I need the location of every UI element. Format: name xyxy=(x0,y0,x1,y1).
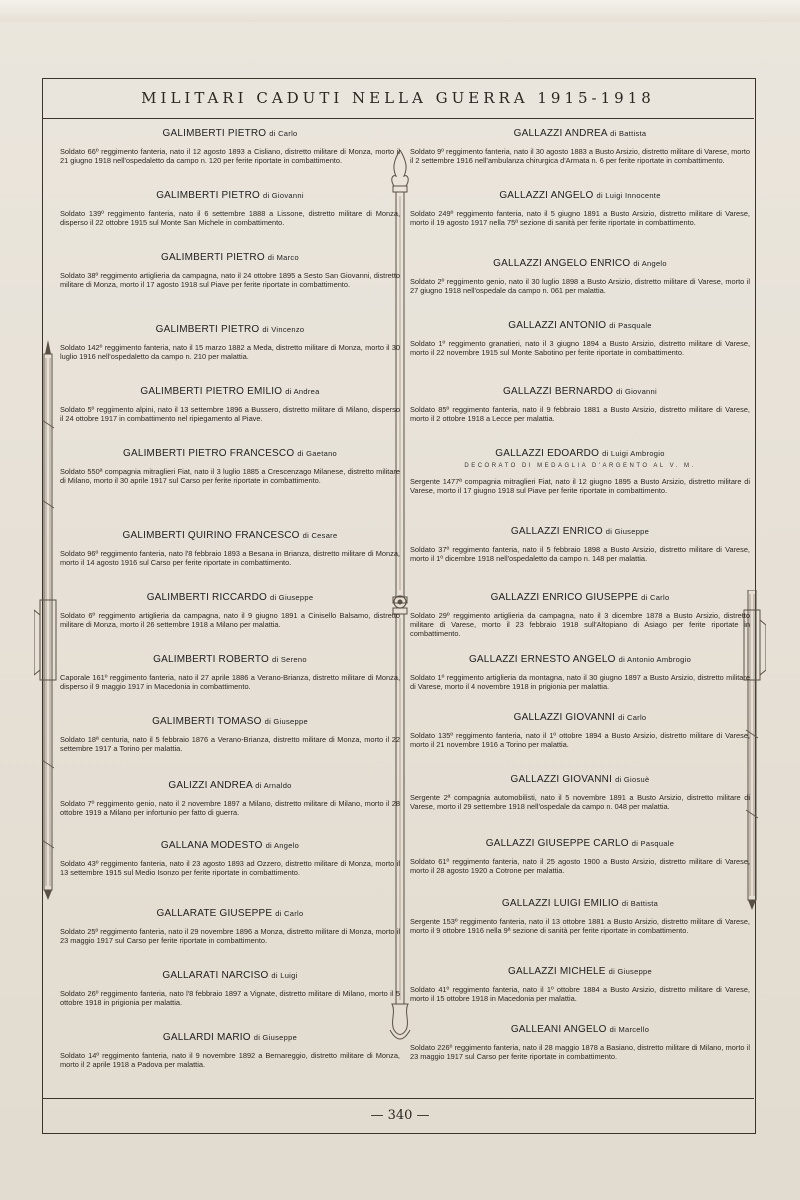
entry-parent: di Giuseppe xyxy=(608,967,652,976)
entry-name xyxy=(410,1024,750,1035)
entry xyxy=(60,190,400,227)
entry-text: Soldato 135º reggimento fanteria, nato il 1º ottobre 1894 a Busto Arsizio, distretto militare di Varese, morto il 21 novembre 1916 a Torino per malattia. xyxy=(410,731,750,750)
entry-text: Soldato 7º reggimento genio, nato il 2 novembre 1897 a Milano, distretto militare di Milano, morto il 28 ottobre 1919 a Milano per infortunio per fatto di guerra. xyxy=(60,799,400,818)
page-title: MILITARI CADUTI NELLA GUERRA 1915-1918 xyxy=(141,89,655,107)
entry-text: Soldato 14º reggimento fanteria, nato il 9 novembre 1892 a Bernareggio, distretto militare di Monza, morto il 2 aprile 1918 a Padova per malattia. xyxy=(60,1051,400,1070)
entry-text: Soldato 550ª compagnia mitraglieri Fiat, nato il 3 luglio 1885 a Crescenzago Milanese, distretto militare di Milano, morto il 30 aprile 1917 sul Carso per ferite riportate in combattimento. xyxy=(60,467,400,486)
entry-surname: GALLAZZI LUIGI EMILIO xyxy=(501,898,619,909)
entry-parent: di Sereno xyxy=(272,655,307,664)
entry-name xyxy=(60,530,400,541)
entry xyxy=(60,654,400,691)
entry-text: Soldato 5º reggimento alpini, nato il 13 settembre 1896 a Bussero, distretto militare di Milano, disperso il 24 ottobre 1917 in combattimento nel ripiegamento al Piave. xyxy=(60,405,400,424)
entry-name xyxy=(60,252,400,263)
entry-surname: GALIMBERTI QUIRINO FRANCESCO xyxy=(122,530,300,541)
entry xyxy=(410,774,750,811)
entry-parent: di Giuseppe xyxy=(269,593,314,602)
entry-parent: di Giuseppe xyxy=(605,527,650,536)
entry-parent: di Giosuè xyxy=(615,775,650,784)
entry-surname: GALLAZZI ERNESTO ANGELO xyxy=(468,654,616,665)
entry-surname: GALLARATE GIUSEPPE xyxy=(156,908,273,919)
entry-text: Soldato 6º reggimento artiglieria da campagna, nato il 9 giugno 1891 a Cinisello Balsamo, distretto militare di Monza, morto il 26 settembre 1918 a Milano per malattia. xyxy=(60,611,400,630)
entry-name xyxy=(410,774,750,785)
entry-text: Sergente 2ª compagnia automobilisti, nato il 5 novembre 1891 a Busto Arsizio, distretto militare di Varese, morto il 29 settembre 1918 nell'ospedale da campo n. 048 per malattia. xyxy=(410,793,750,812)
entry-surname: GALLEANI ANGELO xyxy=(510,1024,607,1035)
entry-name xyxy=(60,840,400,851)
page-number: — 340 — xyxy=(370,1108,430,1123)
entry xyxy=(60,780,400,817)
entry xyxy=(410,128,750,165)
entry-surname: GALLARATI NARCISO xyxy=(162,970,269,981)
entry-surname: GALLAZZI ENRICO xyxy=(510,526,603,537)
entry-parent: di Andrea xyxy=(285,387,320,396)
entry-text: Soldato 249º reggimento fanteria, nato il 5 giugno 1891 a Busto Arsizio, distretto militare di Varese, morto il 19 agosto 1917 nella 75ª sezione di sanità per ferite riportate in combattimento. xyxy=(410,209,750,228)
entry-text: Soldato 41º reggimento fanteria, nato il 1º ottobre 1884 a Busto Arsizio, distretto militare di Varese, morto il 15 ottobre 1918 in Macedonia per malattia. xyxy=(410,985,750,1004)
left-fasces-ornament xyxy=(34,340,62,900)
entry-name xyxy=(60,448,400,459)
entry-text: Soldato 142º reggimento fanteria, nato il 15 marzo 1882 a Meda, distretto militare di Monza, morto il 30 luglio 1916 nell'ospedaletto da campo n. 210 per malattia. xyxy=(60,343,400,362)
entry-surname: GALLAZZI ANTONIO xyxy=(508,320,607,331)
entry-parent: di Giovanni xyxy=(616,387,657,396)
entry-name xyxy=(410,258,750,269)
entry-parent: di Cesare xyxy=(302,531,338,540)
entry-name xyxy=(410,386,750,397)
entry-surname: GALLAZZI ANDREA xyxy=(513,128,608,139)
entry-text: Soldato 85º reggimento fanteria, nato il 9 febbraio 1881 a Busto Arsizio, distretto militare di Varese, morto il 2 ottobre 1918 a Lecce per malattia. xyxy=(410,405,750,424)
entry-surname: GALIMBERTI TOMASO xyxy=(152,716,262,727)
entry xyxy=(410,838,750,875)
entry-surname: GALIZZI ANDREA xyxy=(168,780,253,791)
entry-name xyxy=(410,526,750,537)
entry-surname: GALLARDI MARIO xyxy=(162,1032,251,1043)
entry-name xyxy=(410,190,750,201)
entry-name xyxy=(60,716,400,727)
entry-name xyxy=(60,1032,400,1043)
entry-text: Soldato 139º reggimento fanteria, nato il 6 settembre 1888 a Lissone, distretto militare di Monza, disperso il 22 ottobre 1915 sul Monte San Michele in combattimento. xyxy=(60,209,400,228)
entry-parent: di Arnaldo xyxy=(255,781,292,790)
entry-surname: GALIMBERTI PIETRO EMILIO xyxy=(140,386,283,397)
entry-name xyxy=(410,592,750,603)
entry-surname: GALLAZZI GIOVANNI xyxy=(513,712,616,723)
entry-parent: di Giuseppe xyxy=(253,1033,298,1042)
entry-parent: di Carlo xyxy=(269,129,298,138)
entry xyxy=(60,386,400,423)
entry-surname: GALLAZZI ANGELO xyxy=(499,190,594,201)
entry-decoration: DECORATO DI MEDAGLIA D'ARGENTO AL V. M. xyxy=(464,463,696,469)
entry-text: Soldato 29º reggimento artiglieria da campagna, nato il 3 dicembre 1878 a Busto Arsizio, distretto militare di Varese, morto il 23 febbraio 1918 sull'Altopiano di Asiago per ferite riportate in combattimento. xyxy=(410,611,750,639)
entry-name xyxy=(410,448,750,459)
entry-parent: di Gaetano xyxy=(297,449,338,458)
entry xyxy=(60,128,400,165)
entry-surname: GALIMBERTI PIETRO xyxy=(162,128,267,139)
entry-name xyxy=(60,780,400,791)
entry-parent: di Giuseppe xyxy=(264,717,308,726)
entry xyxy=(60,908,400,945)
entry-text: Soldato 226º reggimento fanteria, nato il 28 maggio 1878 a Basiano, distretto militare di Milano, morto il 23 maggio 1917 sul Carso per ferite riportate in combattimento. xyxy=(410,1043,750,1062)
entry-surname: GALLAZZI ENRICO GIUSEPPE xyxy=(490,592,639,603)
entry-text: Soldato 2º reggimento genio, nato il 30 luglio 1898 a Busto Arsizio, distretto militare di Varese, morto il 27 giugno 1918 nell'ospedale da campo n. 061 per malattia. xyxy=(410,277,750,296)
entry-parent: di Vincenzo xyxy=(262,325,305,334)
entry-name xyxy=(410,838,750,849)
entry-name xyxy=(410,320,750,331)
entry xyxy=(60,592,400,629)
entry-parent: di Carlo xyxy=(275,909,304,918)
entry-text: Soldato 18ª centuria, nato il 5 febbraio 1876 a Verano-Brianza, distretto militare di Monza, morto il 22 settembre 1917 a Torino per malattia. xyxy=(60,735,400,754)
entry-surname: GALIMBERTI PIETRO xyxy=(156,190,260,201)
entry-text: Soldato 61º reggimento fanteria, nato il 25 agosto 1900 a Busto Arsizio, distretto militare di Varese, morto il 28 agosto 1920 a Cotrone per malattia. xyxy=(410,857,750,876)
entry-surname: GALLAZZI GIUSEPPE CARLO xyxy=(485,838,629,849)
entry xyxy=(410,190,750,227)
entry-parent: di Marcello xyxy=(609,1025,650,1034)
entry-text: Sergente 153º reggimento fanteria, nato il 13 ottobre 1881 a Busto Arsizio, distretto militare di Varese, morto il 9 ottobre 1916 nella 9ª sezione di sanità per ferite riportate in combattimento. xyxy=(410,917,750,936)
footer-rule xyxy=(42,1098,754,1099)
entry xyxy=(60,970,400,1007)
entry-name xyxy=(60,908,400,919)
entry xyxy=(410,712,750,749)
entry-surname: GALLAZZI BERNARDO xyxy=(503,386,614,397)
entry-name xyxy=(60,190,400,201)
entry xyxy=(410,386,750,423)
entry-parent: di Luigi xyxy=(271,971,298,980)
entry-name xyxy=(410,898,750,909)
entry-parent: di Luigi Innocente xyxy=(596,191,661,200)
entry-text: Caporale 161º reggimento fanteria, nato il 27 aprile 1886 a Verano-Brianza, distretto militare di Monza, disperso il 9 maggio 1917 in Macedonia in combattimento. xyxy=(60,673,400,692)
entry-surname: GALIMBERTI PIETRO FRANCESCO xyxy=(122,448,295,459)
entry-name xyxy=(410,712,750,723)
entry-parent: di Angelo xyxy=(265,841,300,850)
entry-parent: di Pasquale xyxy=(631,839,675,848)
entry-parent: di Carlo xyxy=(641,593,670,602)
entry xyxy=(60,530,400,567)
entry-parent: di Marco xyxy=(267,253,299,262)
entry-surname: GALIMBERTI ROBERTO xyxy=(153,654,270,665)
entry-text: Soldato 9º reggimento fanteria, nato il 30 agosto 1883 a Busto Arsizio, distretto militare di Varese, morto il 2 settembre 1916 nell'ambulanza chirurgica d'Armata n. 6 per ferite riportate in combattimento. xyxy=(410,147,750,166)
entry-text: Sergente 1477ª compagnia mitraglieri Fiat, nato il 12 giugno 1895 a Busto Arsizio, distretto militare di Varese, morto il 17 giugno 1918 sul Piave per ferite riportate in combattimento. xyxy=(410,477,750,496)
entry-parent: di Giovanni xyxy=(262,191,304,200)
entry xyxy=(60,252,400,289)
entry xyxy=(410,258,750,295)
entry xyxy=(410,448,750,495)
entry-text: Soldato 96º reggimento fanteria, nato l'8 febbraio 1893 a Besana in Brianza, distretto militare di Monza, morto il 14 agosto 1916 sul Carso per ferite riportate in combattimento. xyxy=(60,549,400,568)
entry-name xyxy=(410,128,750,139)
page-header xyxy=(42,78,754,119)
entry-name xyxy=(60,654,400,665)
entry xyxy=(410,898,750,935)
entry-text: Soldato 37º reggimento fanteria, nato il 5 febbraio 1898 a Busto Arsizio, distretto militare di Varese, morto il 1º dicembre 1918 nell'ospedaletto da campo n. 148 per malattia. xyxy=(410,545,750,564)
entry-name xyxy=(60,386,400,397)
entry-name xyxy=(410,654,750,665)
entry xyxy=(60,840,400,877)
entry-surname: GALLAZZI GIOVANNI xyxy=(510,774,613,785)
entry-surname: GALLAZZI EDOARDO xyxy=(495,448,600,459)
entry-parent: di Angelo xyxy=(633,259,667,268)
entry xyxy=(410,526,750,563)
entry-text: Soldato 66º reggimento fanteria, nato il 12 agosto 1893 a Cisliano, distretto militare di Monza, morto il 21 giugno 1918 nell'ospedaletto da campo n. 120 per ferite riportate in combattimento. xyxy=(60,147,400,166)
entry-text: Soldato 1º reggimento artiglieria da montagna, nato il 30 giugno 1897 a Busto Arsizio, distretto militare di Varese, morto il 4 novembre 1918 in prigionia per malattia. xyxy=(410,673,750,692)
entry-surname: GALIMBERTI RICCARDO xyxy=(146,592,267,603)
entry xyxy=(60,448,400,485)
entry xyxy=(410,966,750,1003)
entry-text: Soldato 25º reggimento fanteria, nato il 29 novembre 1896 a Monza, distretto militare di Monza, morto il 23 maggio 1917 sul Carso per ferite riportate in combattimento. xyxy=(60,927,400,946)
entry xyxy=(60,716,400,753)
entry-surname: GALLAZZI ANGELO ENRICO xyxy=(493,258,631,269)
entry-parent: di Luigi Ambrogio xyxy=(602,449,665,458)
entry xyxy=(60,1032,400,1069)
entry-text: Soldato 43º reggimento fanteria, nato il 23 agosto 1893 ad Ozzero, distretto militare di Monza, morto il 13 settembre 1915 sul Medio Isonzo per ferite riportate in combattimento. xyxy=(60,859,400,878)
entry-name xyxy=(410,966,750,977)
entry xyxy=(410,1024,750,1061)
entry-name xyxy=(60,324,400,335)
entry-text: Soldato 38º reggimento artiglieria da campagna, nato il 24 ottobre 1895 a Sesto San Giovanni, distretto militare di Monza, morto il 17 agosto 1918 sul Piave per ferite riportate in combattimento. xyxy=(60,271,400,290)
entry-surname: GALIMBERTI PIETRO xyxy=(155,324,260,335)
entry-name xyxy=(60,128,400,139)
entry-parent: di Carlo xyxy=(618,713,647,722)
entry xyxy=(410,654,750,691)
page-top-edge xyxy=(0,0,800,22)
entry xyxy=(410,592,750,639)
entry-surname: GALLANA MODESTO xyxy=(160,840,263,851)
entry-parent: di Antonio Ambrogio xyxy=(618,655,692,664)
entry-text: Soldato 1º reggimento granatieri, nato il 3 giugno 1894 a Busto Arsizio, distretto militare di Varese, morto il 22 novembre 1915 sul Monte Sabotino per ferite riportate in combattimento. xyxy=(410,339,750,358)
entry-parent: di Pasquale xyxy=(609,321,652,330)
entry-name xyxy=(60,970,400,981)
entry-surname: GALLAZZI MICHELE xyxy=(508,966,606,977)
entry-name xyxy=(60,592,400,603)
entry-surname: GALIMBERTI PIETRO xyxy=(161,252,265,263)
entry xyxy=(410,320,750,357)
entry xyxy=(60,324,400,361)
entry-parent: di Battista xyxy=(621,899,659,908)
entry-text: Soldato 26º reggimento fanteria, nato l'8 febbraio 1897 a Vignate, distretto militare di Milano, morto il 5 ottobre 1918 in prigionia per malattia. xyxy=(60,989,400,1008)
entry-parent: di Battista xyxy=(610,129,647,138)
